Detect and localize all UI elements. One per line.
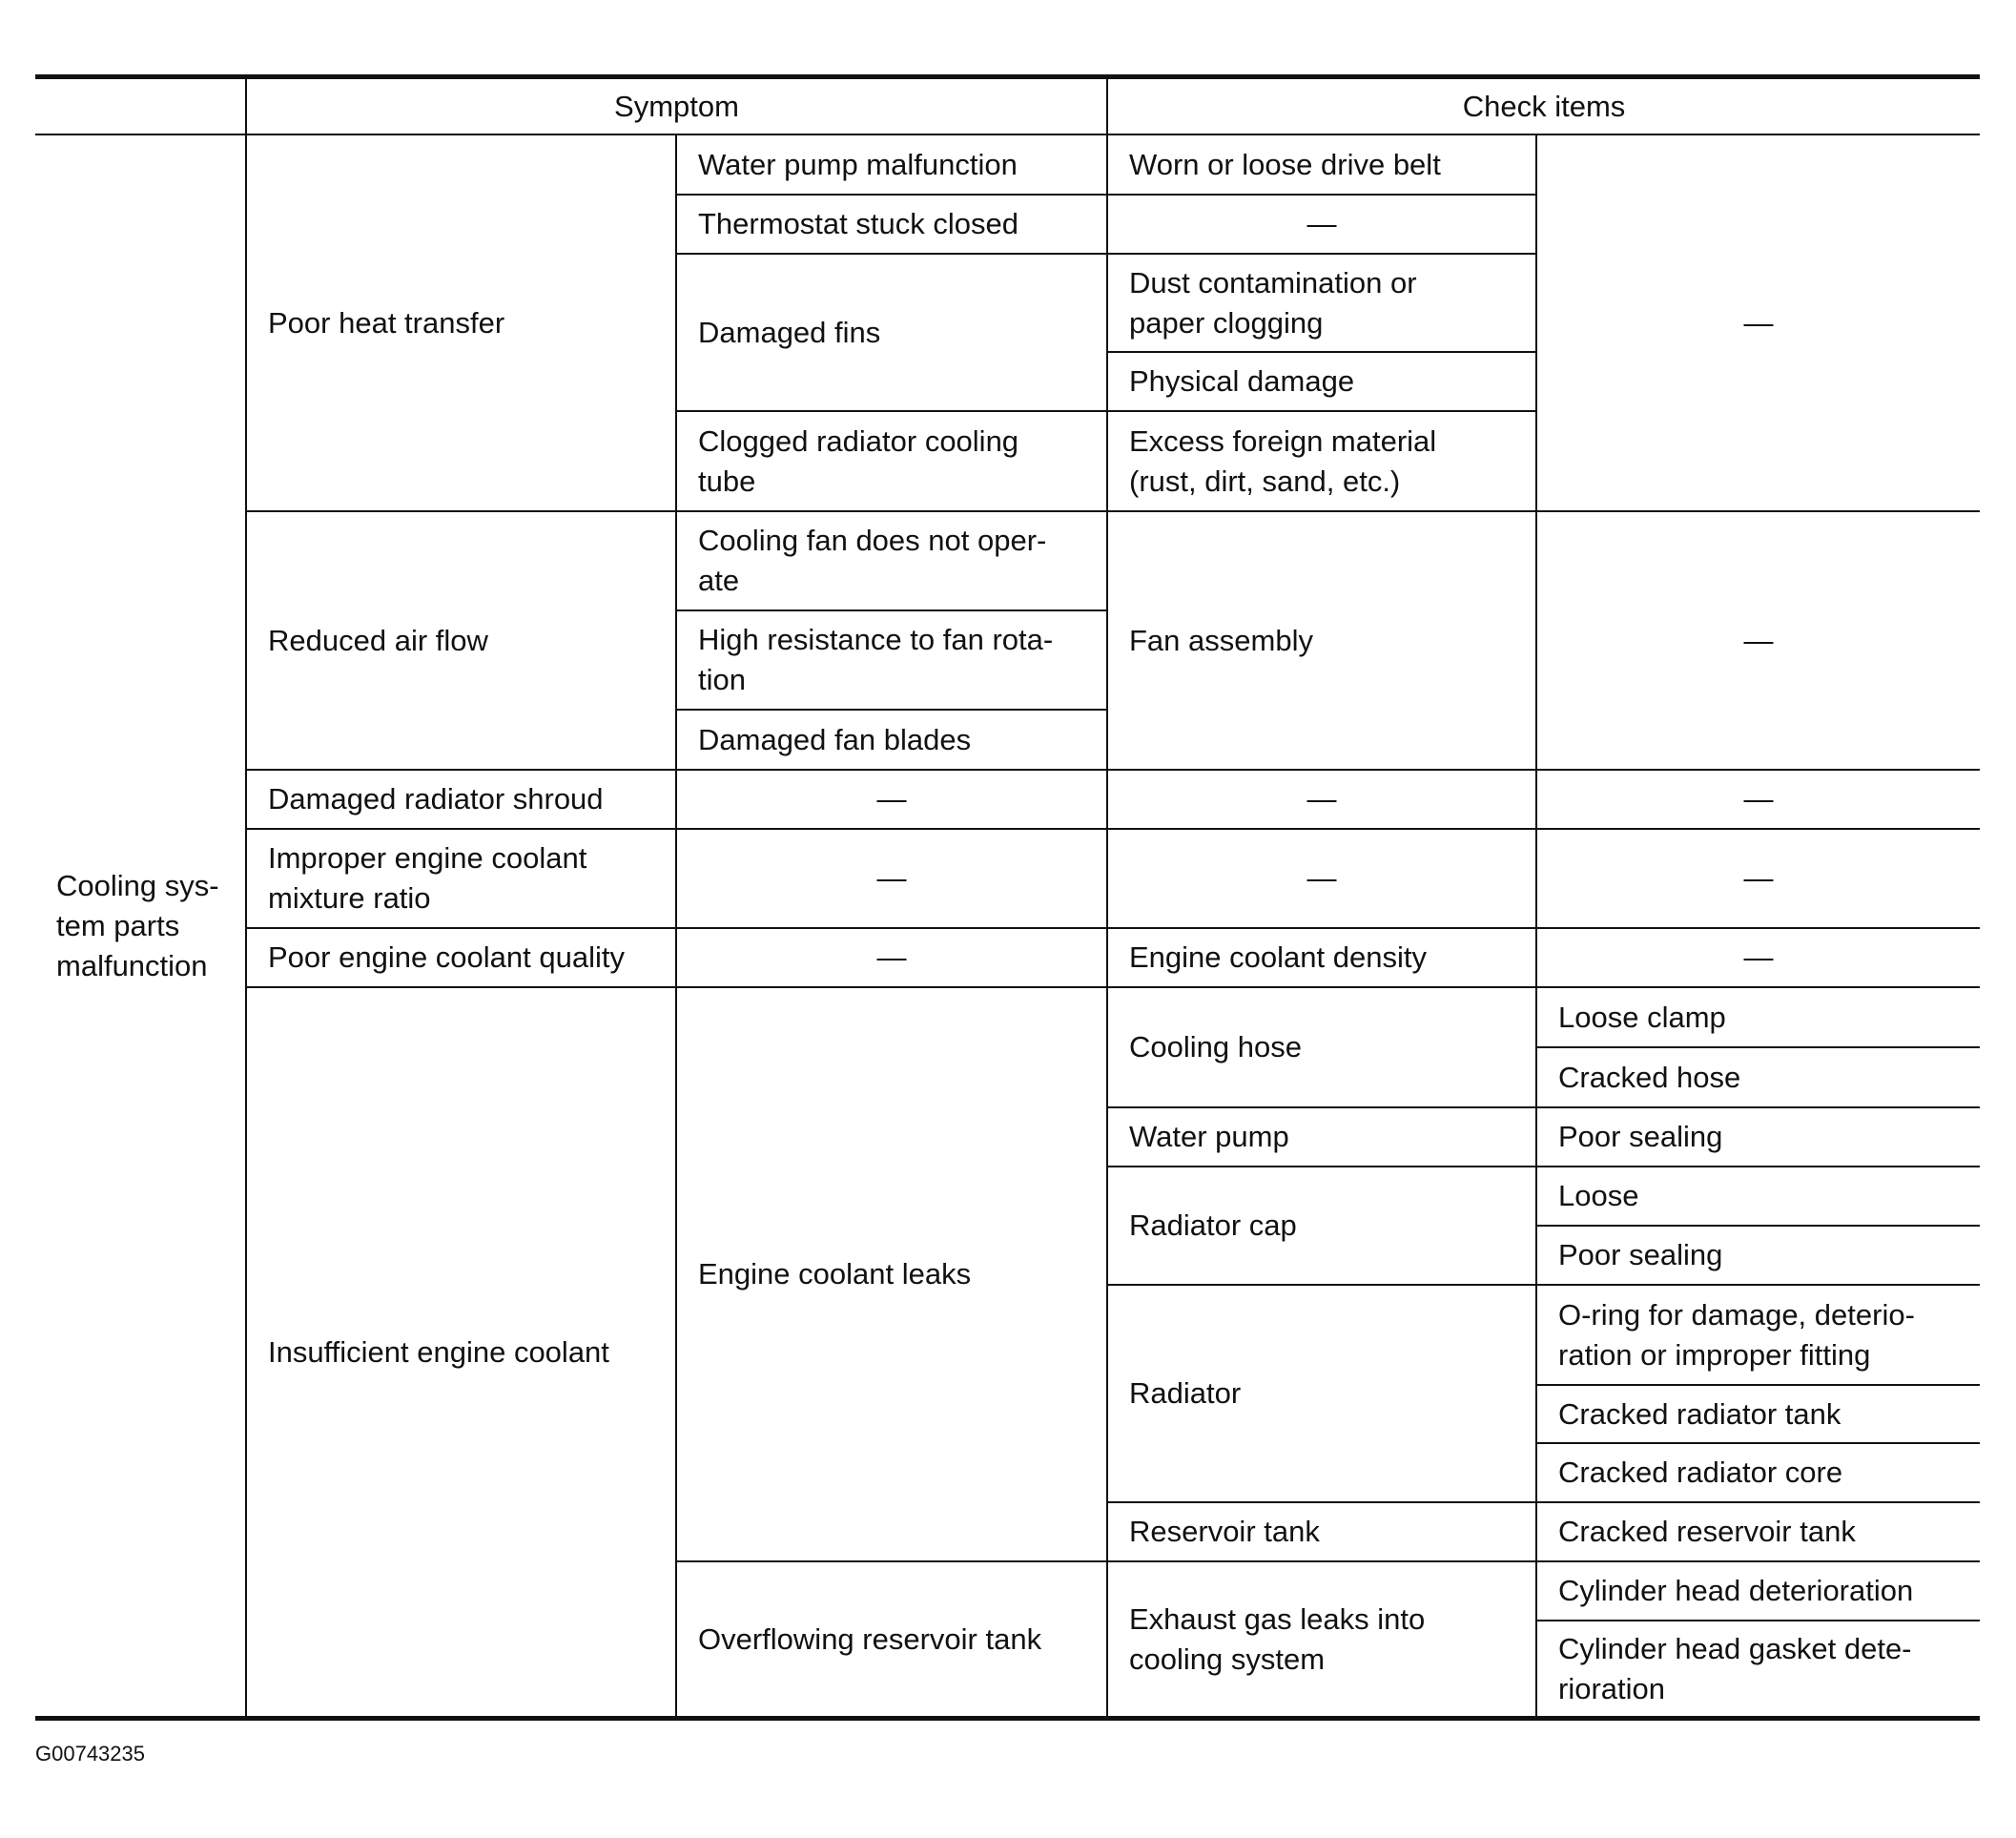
check-dust-text: Dust contamination or paper clogging — [1129, 265, 1417, 340]
check-radiator-cap: Radiator cap — [1129, 1208, 1297, 1242]
detail-dash: — — [1743, 782, 1774, 816]
category-label — [35, 135, 245, 1716]
symptom-mixture-ratio-text: Improper engine coolant mixture ratio — [268, 841, 587, 915]
detail-cap-sealing: Poor sealing — [1558, 1238, 1723, 1271]
symptom-coolant-quality: Poor engine coolant quality — [268, 940, 625, 974]
symptom-insufficient-coolant: Insufficient engine coolant — [268, 1334, 609, 1369]
check-exhaust-leaks — [1108, 1562, 1535, 1716]
detail-dash: — — [1743, 861, 1774, 895]
cause-damaged-fins: Damaged fins — [698, 315, 881, 349]
check-dash: — — [1306, 782, 1337, 816]
detail-cracked-tank: Cracked radiator tank — [1558, 1396, 1841, 1431]
detail-gasket-deterioration-text: Cylinder head gasket dete- rioration — [1558, 1631, 1912, 1705]
check-foreign-material — [1108, 412, 1535, 510]
cause-fan-blades: Damaged fan blades — [698, 722, 972, 756]
cause-fan-resistance — [677, 611, 1106, 709]
detail-cracked-core: Cracked radiator core — [1558, 1456, 1843, 1489]
cause-dash: — — [876, 940, 907, 974]
detail-loose-clamp: Loose clamp — [1558, 1000, 1726, 1034]
check-water-pump: Water pump — [1129, 1120, 1289, 1153]
cause-coolant-leaks: Engine coolant leaks — [698, 1257, 972, 1291]
cause-clogged-tube-text: Clogged radiator cooling tube — [698, 423, 1019, 498]
cause-dash: — — [876, 861, 907, 895]
detail-dash: — — [1743, 940, 1774, 974]
detail-cracked-reservoir: Cracked reservoir tank — [1558, 1515, 1856, 1548]
cause-fan-not-operate — [677, 512, 1106, 609]
check-fan-assembly: Fan assembly — [1129, 623, 1313, 657]
detail-loose: Loose — [1558, 1179, 1639, 1212]
symptom-reduced-air-flow: Reduced air flow — [268, 623, 488, 657]
detail-cracked-hose: Cracked hose — [1558, 1060, 1741, 1094]
check-reservoir-tank: Reservoir tank — [1129, 1515, 1320, 1548]
symptom-radiator-shroud: Damaged radiator shroud — [268, 782, 604, 816]
check-drive-belt: Worn or loose drive belt — [1129, 147, 1441, 181]
check-dash: — — [1306, 207, 1337, 240]
table-bottom-border — [35, 1716, 1980, 1721]
cause-clogged-tube — [677, 412, 1106, 510]
detail-oring-text: O-ring for damage, deterio- ration or improper fitting — [1558, 1297, 1915, 1372]
symptom-mixture-ratio — [247, 830, 675, 927]
cause-fan-resistance-text: High resistance to fan rota- tion — [698, 623, 1054, 696]
check-foreign-material-text: Excess foreign material (rust, dirt, sand, etc.) — [1129, 423, 1437, 498]
symptom-poor-heat-transfer: Poor heat transfer — [268, 305, 505, 340]
detail-dash: — — [1743, 623, 1774, 657]
cause-fan-not-operate-text: Cooling fan does not oper- ate — [698, 524, 1047, 597]
check-dash: — — [1306, 861, 1337, 895]
check-exhaust-leaks-text: Exhaust gas leaks into cooling system — [1129, 1601, 1426, 1676]
detail-head-deterioration: Cylinder head deterioration — [1558, 1574, 1914, 1607]
detail-pump-sealing: Poor sealing — [1558, 1120, 1723, 1153]
cause-water-pump: Water pump malfunction — [698, 147, 1018, 181]
check-coolant-density: Engine coolant density — [1129, 940, 1427, 974]
figure-id: G00743235 — [35, 1742, 145, 1766]
category-text: Cooling sys- tem parts malfunction — [56, 868, 219, 982]
cause-dash: — — [876, 782, 907, 816]
check-physical-damage: Physical damage — [1129, 364, 1355, 398]
detail-dash: — — [1743, 305, 1774, 340]
check-cooling-hose: Cooling hose — [1129, 1030, 1302, 1064]
check-dust — [1108, 255, 1535, 351]
cause-thermostat: Thermostat stuck closed — [698, 207, 1018, 240]
detail-oring — [1537, 1286, 1980, 1384]
header-check-items: Check items — [1462, 89, 1626, 123]
detail-gasket-deterioration — [1537, 1621, 1980, 1716]
check-radiator: Radiator — [1129, 1376, 1242, 1410]
cause-overflowing-reservoir: Overflowing reservoir tank — [698, 1621, 1042, 1656]
header-symptom: Symptom — [614, 89, 739, 123]
